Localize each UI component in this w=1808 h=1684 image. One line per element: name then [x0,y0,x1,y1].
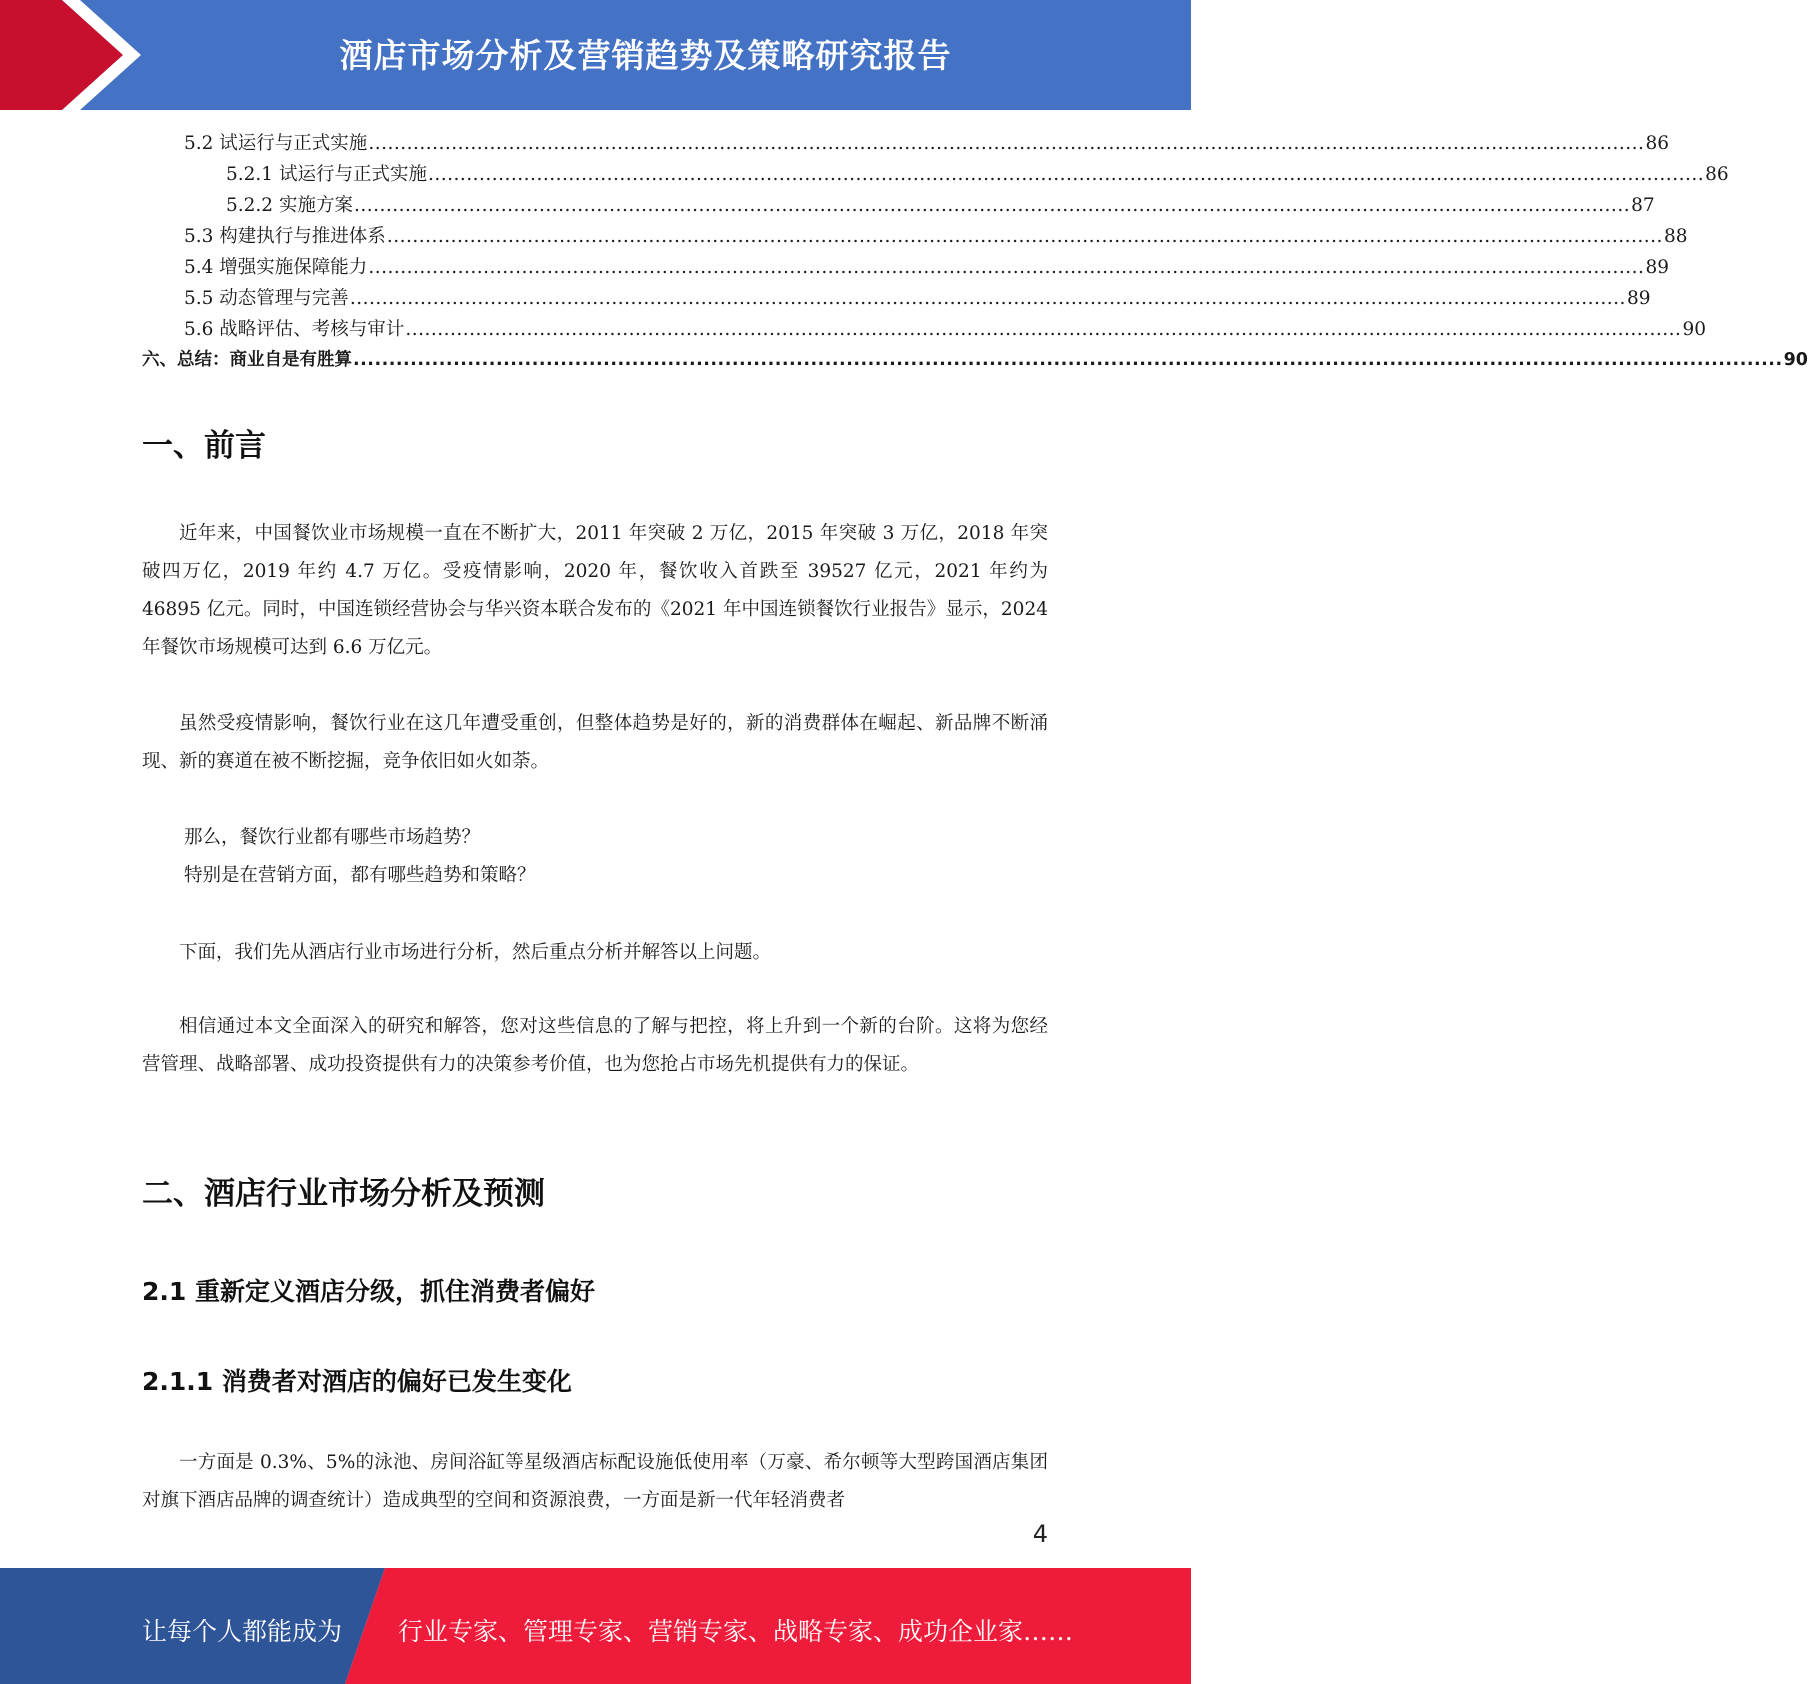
toc-entry-label: 5.6 战略评估、考核与审计 [184,319,405,340]
chapter-heading: 二、酒店行业市场分析及预测 [142,1176,545,1212]
toc-leader-dots: ........................................................................................................................................................................................................ [427,164,1705,185]
toc-entry-label: 5.2.2 实施方案 [226,195,353,216]
toc-leader-dots: ........................................................................................................................................................................................................ [353,195,1631,216]
subsection-heading: 2.1.1 消费者对酒店的偏好已发生变化 [142,1367,572,1396]
page-header [0,0,1191,110]
paragraph: 近年来，中国餐饮业市场规模一直在不断扩大，2011 年突破 2 万亿，2015 年突破 3 万亿，2018 年突破四万亿，2019 年约 4.7 万亿。受疫情影响，2020 年，餐饮收入首跌至 39527 亿元，2021 年约为 46895 亿元。同时，中国连锁经营协会与华兴资本联合发布的《2021 年中国连锁餐饮行业报告》显示，2024 年餐饮市场规模可达到 6.6 万亿元。 [142,523,1048,658]
toc-leader-dots: ........................................................................................................................................................................................................ [353,350,1783,370]
toc-entry[interactable] [142,252,1669,283]
toc-entry[interactable] [142,221,1688,252]
paragraph: 虽然受疫情影响，餐饮行业在这几年遭受重创，但整体趋势是好的，新的消费群体在崛起、新品牌不断涌现、新的赛道在被不断挖掘，竞争依旧如火如荼。 [142,713,1048,772]
footer-slogan-right: 行业专家、管理专家、营销专家、战略专家、成功企业家…… [398,1617,1074,1646]
toc-entry[interactable] [142,314,1706,345]
toc-entry-label: 5.5 动态管理与完善 [184,288,349,309]
toc-leader-dots: ........................................................................................................................................................................................................ [368,257,1645,278]
toc-leader-dots: ........................................................................................................................................................................................................ [368,133,1645,154]
toc-entry[interactable] [142,283,1651,314]
toc-entry-label: 5.2.1 试运行与正式实施 [226,164,427,185]
toc-entry-chapter[interactable] [142,345,1808,376]
header-title: 酒店市场分析及营销趋势及策略研究报告 [339,36,952,75]
toc-entry-page: 86 [1645,133,1669,154]
page-footer [0,1568,1191,1684]
toc-entry-label: 5.3 构建执行与推进体系 [184,226,386,247]
toc-entry-page: 90 [1783,350,1808,370]
toc-entry-page: 89 [1626,288,1651,309]
table-of-contents [142,128,1808,376]
paragraph: 一方面是 0.3%、5%的泳池、房间浴缸等星级酒店标配设施低使用率（万豪、希尔顿等大型跨国酒店集团对旗下酒店品牌的调查统计）造成典型的空间和资源浪费，一方面是新一代年轻消费者 [142,1452,1048,1511]
toc-entry-page: 89 [1645,257,1669,278]
section-heading: 2.1 重新定义酒店分级，抓住消费者偏好 [142,1277,595,1306]
paragraph-line: 那么，餐饮行业都有哪些市场趋势？ [184,827,481,848]
footer-slogan-left: 让每个人都能成为 [142,1617,343,1646]
paragraph: 相信通过本文全面深入的研究和解答，您对这些信息的了解与把控，将上升到一个新的台阶。这将为您经营管理、战略部署、成功投资提供有力的决策参考价值，也为您抢占市场先机提供有力的保证。 [142,1016,1048,1075]
toc-leader-dots: ........................................................................................................................................................................................................ [349,288,1626,309]
header-arrow-decoration [0,0,160,110]
toc-entry-page: 87 [1631,195,1655,216]
chapter-heading: 一、前言 [142,428,266,464]
toc-leader-dots: ........................................................................................................................................................................................................ [386,226,1663,247]
toc-entry[interactable] [142,159,1729,190]
paragraph: 下面，我们先从酒店行业市场进行分析，然后重点分析并解答以上问题。 [179,942,772,963]
page-number: 4 [1032,1520,1048,1548]
toc-entry-page: 90 [1682,319,1706,340]
toc-entry-label: 5.2 试运行与正式实施 [184,133,368,154]
toc-entry-label: 六、总结：商业自是有胜算 [142,350,352,370]
toc-entry-label: 5.4 增强实施保障能力 [184,257,368,278]
toc-leader-dots: ........................................................................................................................................................................................................ [405,319,1682,340]
paragraph-line: 特别是在营销方面，都有哪些趋势和策略？ [184,865,536,886]
toc-entry[interactable] [142,190,1655,221]
toc-entry[interactable] [142,128,1669,159]
toc-entry-page: 88 [1663,226,1688,247]
toc-entry-page: 86 [1705,164,1729,185]
